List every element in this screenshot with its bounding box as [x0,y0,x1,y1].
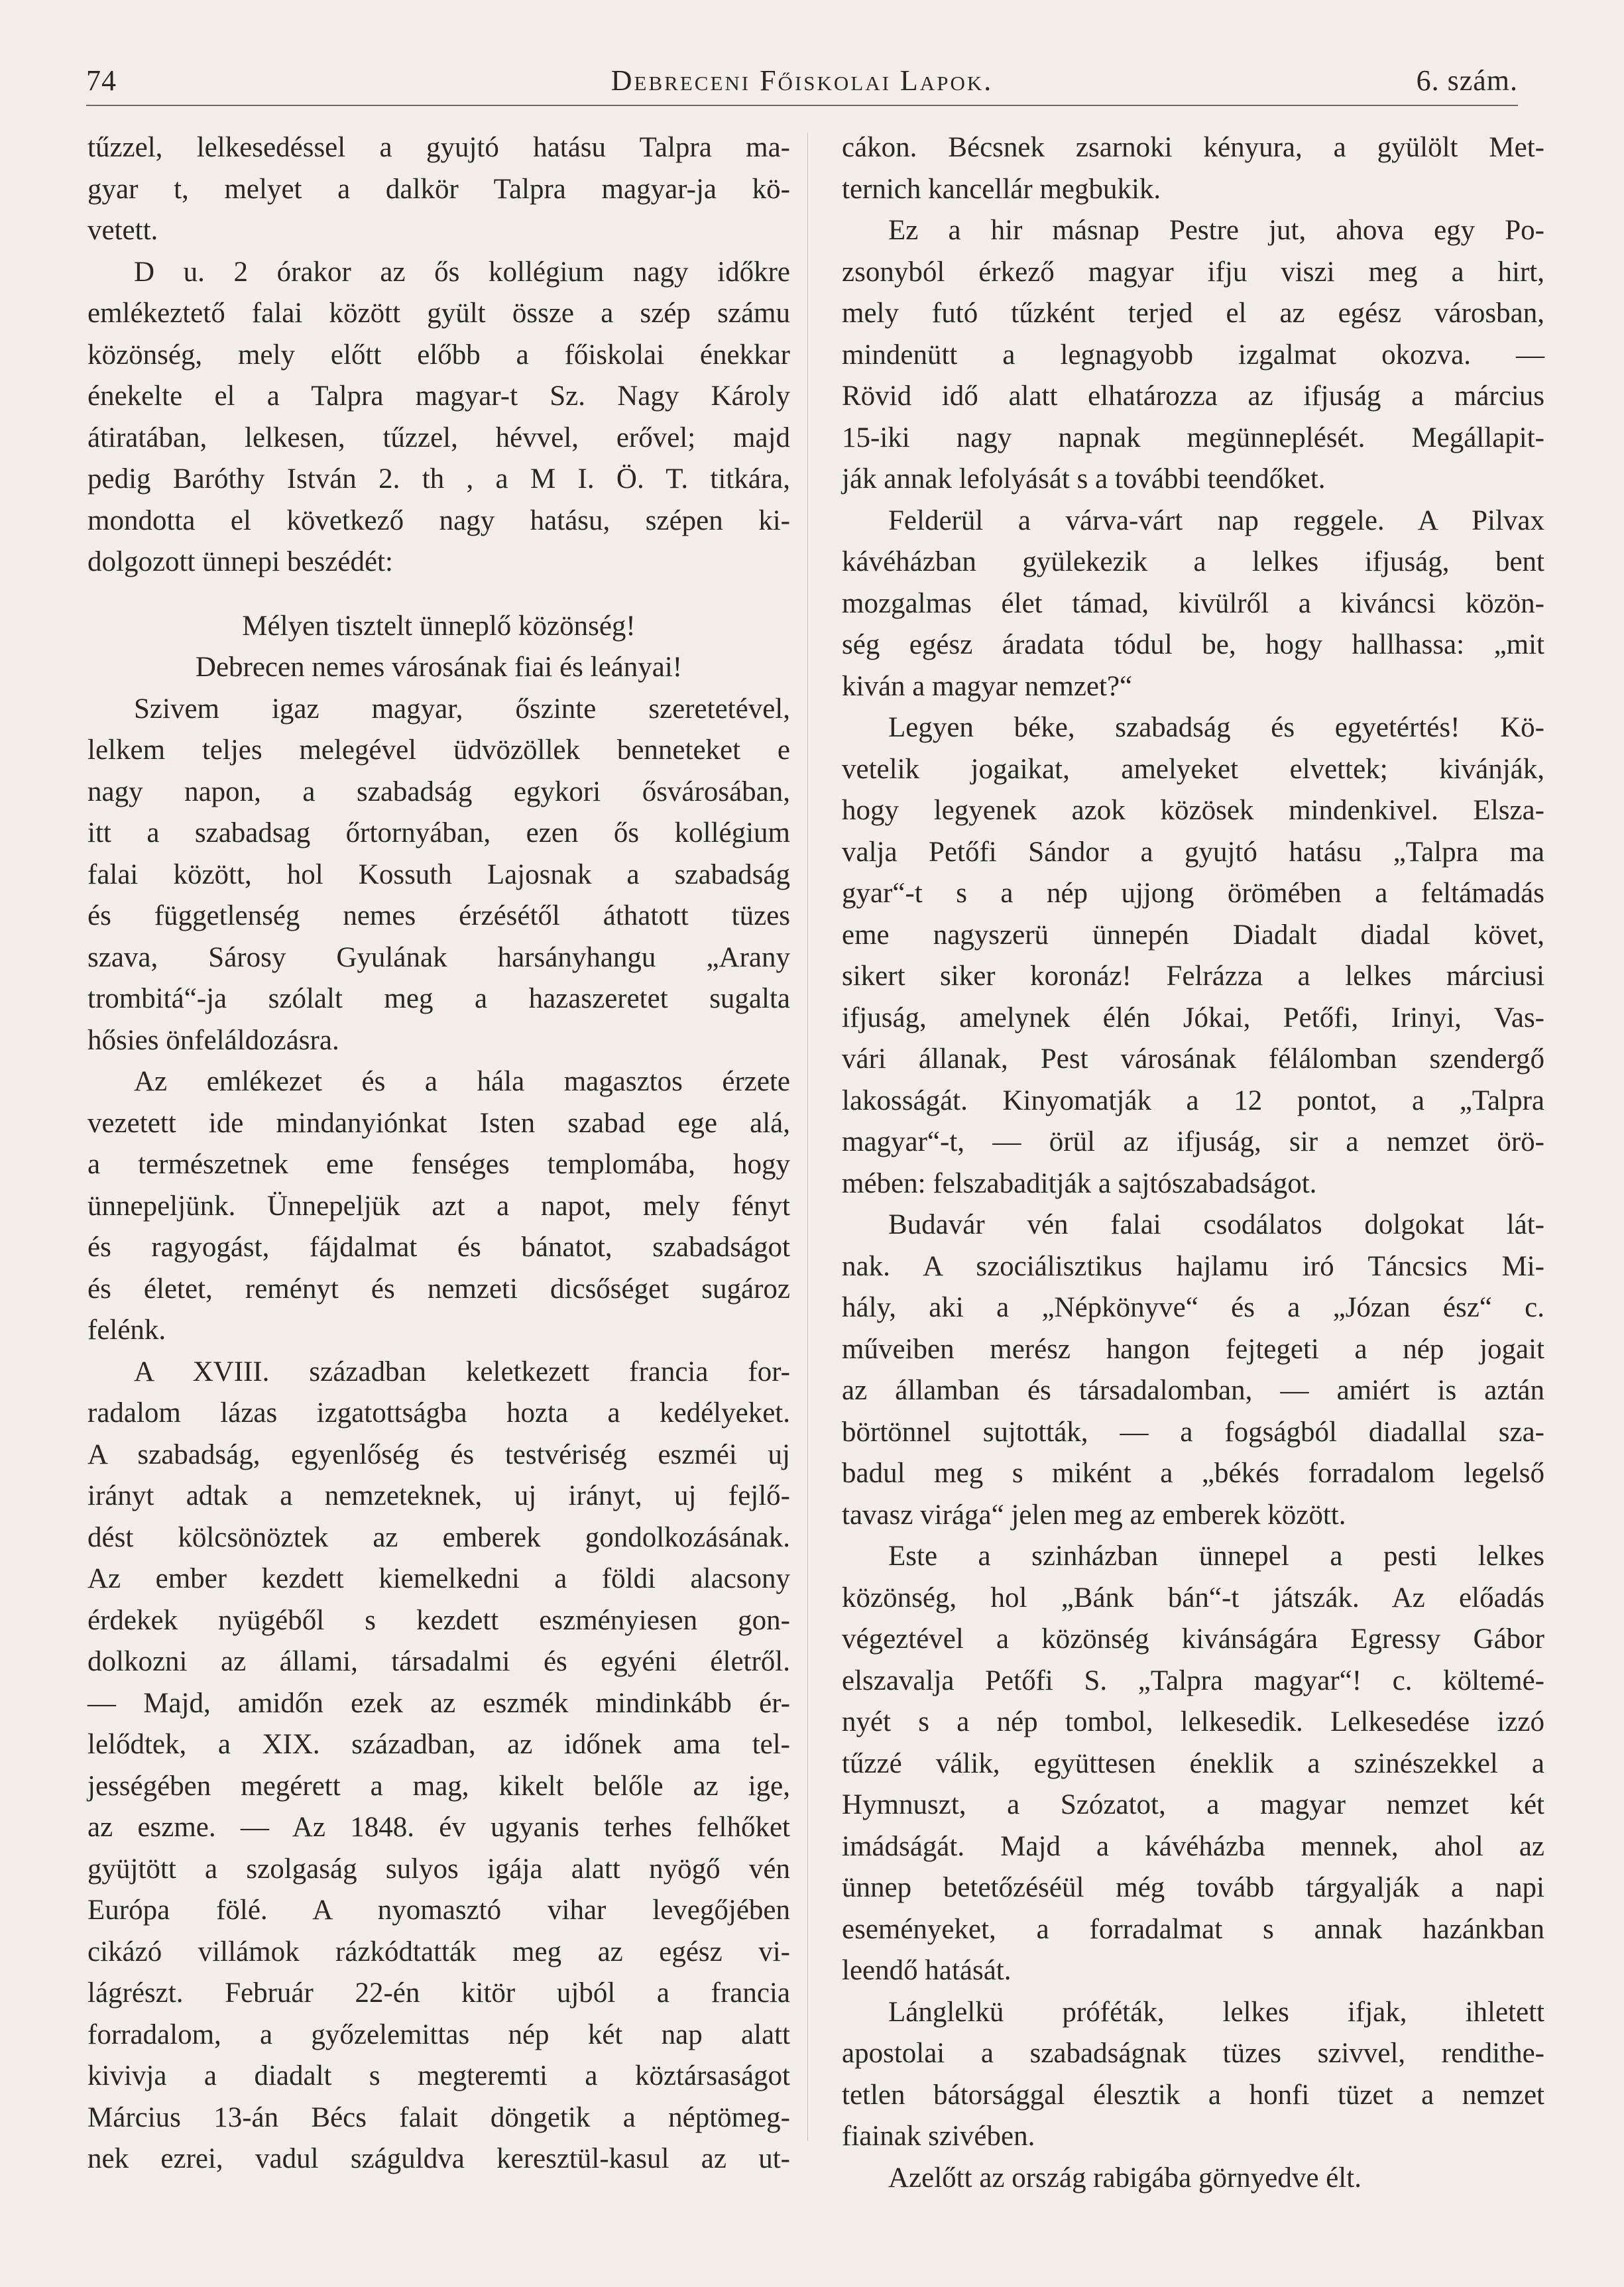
right-column [842,127,1544,2199]
text-line: hogy legyenek azok közösek mindenkivel. Elsza- [842,795,1544,826]
text-line: dést kölcsönöztek az emberek gondolkozásának. [87,1521,790,1553]
text-line: ség egész áradata tódul be, hogy hallhassa: „mit [842,629,1544,660]
text-line: ifjuság, amelynek élén Jókai, Petőfi, Irinyi, Vas- [842,1002,1544,1033]
text-line: hály, aki a „Népkönyve“ és a „Józan ész“ c. [842,1292,1544,1323]
text-line: dolgozott ünnepi beszédét: [87,546,393,577]
text-line: nyét s a nép tombol, lelkesedik. Lelkesedése izzó [842,1706,1544,1737]
text-line: elszavalja Petőfi S. „Talpra magyar“! c. költemé- [842,1665,1544,1696]
text-line: eseményeket, a forradalmat s annak hazánkban [842,1913,1544,1945]
text-line: tetlen bátorsággal élesztik a honfi tüzet a nemzet [842,2079,1544,2111]
text-line: átiratában, lelkesen, tűzzel, hévvel, erővel; majd [87,422,790,453]
text-line: kivivja a diadalt s megteremti a köztársaságot [87,2060,790,2091]
text-line: vetelik jogaikat, amelyeket elvettek; kivánják, [842,753,1544,785]
text-line: fiainak szivében. [842,2121,1035,2152]
text-line: Budavár vén falai csodálatos dolgokat lát- [888,1209,1544,1240]
salutation-line: Debrecen nemes városának fiai és leányai! [195,652,683,683]
text-line: Legyen béke, szabadság és egyetértés! Kö- [888,712,1544,743]
text-line: Szivem igaz magyar, őszinte szeretetével, [134,693,790,725]
text-line: sikert siker koronáz! Felrázza a lelkes márciusi [842,961,1544,992]
text-line: és függetlenség nemes érzésétől áthatott tüzes [87,900,790,931]
text-line: cikázó villámok rázkódtatták meg az egész vi- [87,1936,790,1967]
text-line: D u. 2 órakor az ős kollégium nagy időkre [134,256,790,288]
text-line: magyar“-t, — örül az ifjuság, sir a nemzet örö- [842,1126,1544,1157]
text-line: pedig Baróthy István 2. th , a M I. Ö. T. titkára, [87,463,790,495]
text-line: gyar“-t s a nép ujjong örömében a feltámadás [842,878,1544,909]
text-line: cákon. Bécsnek zsarnoki kényura, a gyülölt Met- [842,132,1544,163]
text-line: nak. A szociálisztikus hajlamu iró Táncsics Mi- [842,1250,1544,1282]
journal-title: Debreceni Főiskolai Lapok. [610,64,994,97]
text-line: szava, Sárosy Gyulának harsányhangu „Arany [87,941,790,973]
text-line: énekelte el a Talpra magyar-t Sz. Nagy Károly [87,381,790,412]
text-line: az államban és társadalomban, — amiért is aztán [842,1375,1544,1406]
text-line: vetett. [87,215,158,246]
text-line: radalom lázas izgatottságba hozta a kedélyeket. [87,1397,790,1429]
text-line: mében: felszabaditják a sajtószabadságot. [842,1167,1317,1199]
text-line: közönség, hol „Bánk bán“-t játszák. Az előadás [842,1582,1544,1613]
text-line: ternich kancellár megbukik. [842,173,1161,205]
text-line: és életet, reményt és nemzeti dicsőséget sugároz [87,1273,790,1305]
text-line: — Majd, amidőn ezek az eszmék mindinkább ér- [87,1687,790,1719]
text-line: eme nagyszerü ünnepén Diadalt diadal követ, [842,919,1544,951]
text-line: hősies önfeláldozásra. [87,1024,339,1056]
text-line: lágrészt. Február 22-én kitör ujból a francia [87,1977,790,2009]
spacer [87,583,790,606]
left-column [87,127,790,2180]
text-line: gyar t, melyet a dalkör Talpra magyar-ja kö- [87,173,790,205]
text-line: ünnepeljünk. Ünnepeljük azt a napot, mely fényt [87,1190,790,1222]
salutation-line: Mélyen tisztelt ünneplő közönség! [242,610,636,642]
text-line: emlékeztető falai között gyült össze a szép számu [87,298,790,329]
text-line: vári állanak, Pest városának félálomban szendergő [842,1043,1544,1075]
text-line: mozgalmas élet támad, kivülről a kiváncsi közön- [842,587,1544,619]
issue-number: 6. szám. [1416,64,1518,97]
text-line: nek ezrei, vadul száguldva keresztül-kasul az ut- [87,2143,790,2174]
text-line: gyüjtött a szolgaság sulyos igája alatt nyögő vén [87,1853,790,1885]
text-line: A XVIII. században keletkezett francia for- [134,1356,790,1387]
text-line: apostolai a szabadságnak tüzes szivvel, rendithe- [842,2038,1544,2069]
text-line: kiván a magyar nemzet?“ [842,670,1133,702]
text-line: mely futó tűzként terjed el az egész városban, [842,298,1544,329]
text-line: forradalom, a győzelemittas nép két nap alatt [87,2019,790,2050]
text-line: valja Petőfi Sándor a gyujtó hatásu „Talpra ma [842,836,1544,868]
text-line: Azelőtt az ország rabigába görnyedve élt. [888,2162,1362,2194]
text-line: ják annak lefolyását s a további teendőket. [842,463,1326,495]
text-line: jességében megérett a mag, kikelt belőle az ige, [87,1770,790,1802]
text-line: börtönnel sujtották, — a fogságból diadallal sza- [842,1416,1544,1448]
text-line: Este a szinházban ünnepel a pesti lelkes [888,1541,1544,1572]
text-line: tűzzé válik, együttesen éneklik a szinészekkel a [842,1747,1544,1779]
text-line: érdekek nyügéből s kezdett eszményiesen gon- [87,1604,790,1636]
text-line: Rövid idő alatt elhatározza az ifjuság a március [842,381,1544,412]
text-line: végeztével a közönség kivánságára Egressy Gábor [842,1623,1544,1655]
page-number: 74 [86,64,117,97]
text-line: itt a szabadsag őrtornyában, ezen ős kollégium [87,817,790,849]
text-line: tavasz virága“ jelen meg az emberek között. [842,1499,1346,1531]
text-line: és ragyogást, fájdalmat és bánatot, szabadságot [87,1232,790,1263]
text-line: ünnep betetőzéséül még tovább tárgyalják a napi [842,1872,1544,1903]
text-line: Hymnuszt, a Szózatot, a magyar nemzet két [842,1789,1544,1820]
text-line: irányt adtak a nemzeteknek, uj irányt, uj fejlő- [87,1480,790,1511]
text-line: vezetett ide mindanyiónkat Isten szabad ege alá, [87,1107,790,1139]
text-line: mindenütt a legnagyobb izgalmat okozva. — [842,339,1544,371]
text-line: Felderül a várva-várt nap reggele. A Pilvax [888,504,1544,536]
text-line: műveiben merész hangon fejtegeti a nép jogait [842,1333,1544,1365]
text-line: Március 13-án Bécs falait döngetik a néptömeg- [87,2101,790,2133]
text-line: dolkozni az állami, társadalmi és egyéni életről. [87,1646,790,1677]
text-line: Lánglelkü próféták, lelkes ifjak, ihletett [888,1996,1544,2028]
text-line: 15-iki nagy napnak megünneplését. Megállapit- [842,422,1544,453]
text-line: Az ember kezdett kiemelkedni a földi alacsony [87,1563,790,1594]
text-line: falai között, hol Kossuth Lajosnak a szabadság [87,858,790,890]
text-line: Az emlékezet és a hála magasztos érzete [134,1066,790,1097]
page-header [86,64,1518,103]
text-line: kávéházban gyülekezik a lelkes ifjuság, bent [842,546,1544,577]
text-line: Európa fölé. A nyomasztó vihar levegőjében [87,1895,790,1926]
text-line: nagy napon, a szabadság egykori ősvárosában, [87,776,790,807]
text-line: tűzzel, lelkesedéssel a gyujtó hatásu Talpra ma- [87,132,790,163]
text-line: Ez a hir másnap Pestre jut, ahova egy Po- [888,215,1544,246]
text-line: lakosságát. Kinyomatják a 12 pontot, a „Talpra [842,1085,1544,1116]
text-line: zsonyból érkező magyar ifju viszi meg a hirt, [842,256,1544,288]
column-divider [807,133,808,2141]
header-rule [86,105,1518,106]
text-line: felénk. [87,1315,166,1346]
text-line: az eszme. — Az 1848. év ugyanis terhes felhőket [87,1812,790,1843]
text-line: leendő hatását. [842,1955,1012,1986]
text-line: imádságát. Majd a kávéházba mennek, ahol az [842,1830,1544,1862]
text-line: lelkem teljes melegével üdvözöllek benneteket e [87,734,790,766]
text-line: lelődtek, a XIX. században, az időnek ama tel- [87,1729,790,1760]
text-line: trombitá“-ja szólalt meg a hazaszeretet sugalta [87,983,790,1014]
text-line: mondotta el következő nagy hatásu, szépen ki- [87,504,790,536]
text-line: a természetnek eme fenséges templomába, hogy [87,1149,790,1180]
text-line: A szabadság, egyenlőség és testvériség eszméi uj [87,1438,790,1470]
text-line: közönség, mely előtt előbb a főiskolai énekkar [87,339,790,371]
text-line: badul meg s miként a „békés forradalom legelső [842,1458,1544,1489]
